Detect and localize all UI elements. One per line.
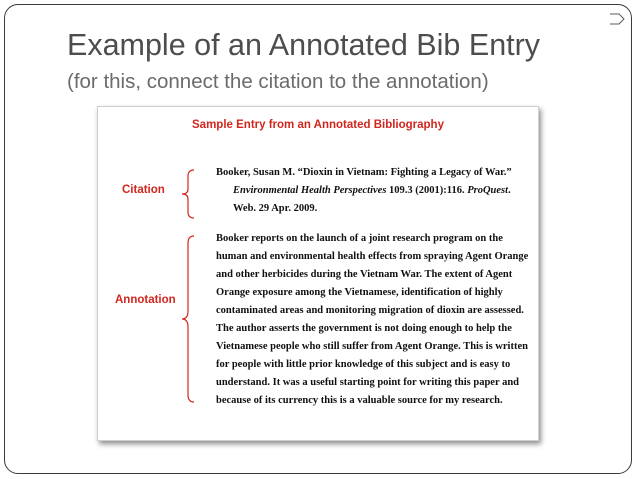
annotation-line: Orange exposure among the Vietnamese, identification of highly — [216, 287, 503, 298]
citation-source-line — [216, 182, 512, 200]
citation-brace-icon — [181, 169, 197, 219]
slide-subtitle: (for this, connect the citation to the annotation) — [67, 70, 489, 93]
corner-mark-icon — [609, 12, 625, 26]
annotation-line: for people with little prior knowledge of this subject and is easy to — [216, 359, 511, 370]
citation-label: Citation — [122, 184, 165, 196]
citation-text — [216, 164, 512, 218]
citation-author-title: Booker, Susan M. “Dioxin in Vietnam: Fighting a Legacy of War.” — [216, 167, 512, 178]
citation-access-date: Web. 29 Apr. 2009. — [233, 203, 318, 214]
annotation-brace-icon — [181, 235, 197, 403]
slide-title: Example of an Annotated Bib Entry — [67, 28, 541, 62]
annotation-line: understand. It was a useful starting point for writing this paper and — [216, 377, 519, 388]
annotation-label: Annotation — [115, 294, 176, 306]
entry-heading: Sample Entry from an Annotated Bibliography — [192, 119, 444, 131]
annotation-line: contaminated areas and monitoring migration of dioxin are assessed. — [216, 305, 524, 316]
annotation-line: because of its currency this is a valuable source for my research. — [216, 395, 503, 406]
citation-period: . — [508, 185, 511, 196]
annotation-line: and other herbicides during the Vietnam War. The extent of Agent — [216, 269, 513, 280]
citation-volume-pages: 109.3 (2001):116. — [386, 185, 468, 196]
annotation-line: Vietnamese people who still suffer from Agent Orange. This is written — [216, 341, 528, 352]
annotation-text — [216, 230, 528, 410]
citation-database: ProQuest — [467, 185, 509, 196]
annotation-line: The author asserts the government is not doing enough to help the — [216, 323, 512, 334]
annotation-line: Booker reports on the launch of a joint research program on the — [216, 233, 503, 244]
citation-journal: Environmental Health Perspectives — [233, 185, 387, 196]
sample-entry-image — [97, 106, 539, 441]
annotation-line: human and environmental health effects from spraying Agent Orange — [216, 251, 529, 262]
